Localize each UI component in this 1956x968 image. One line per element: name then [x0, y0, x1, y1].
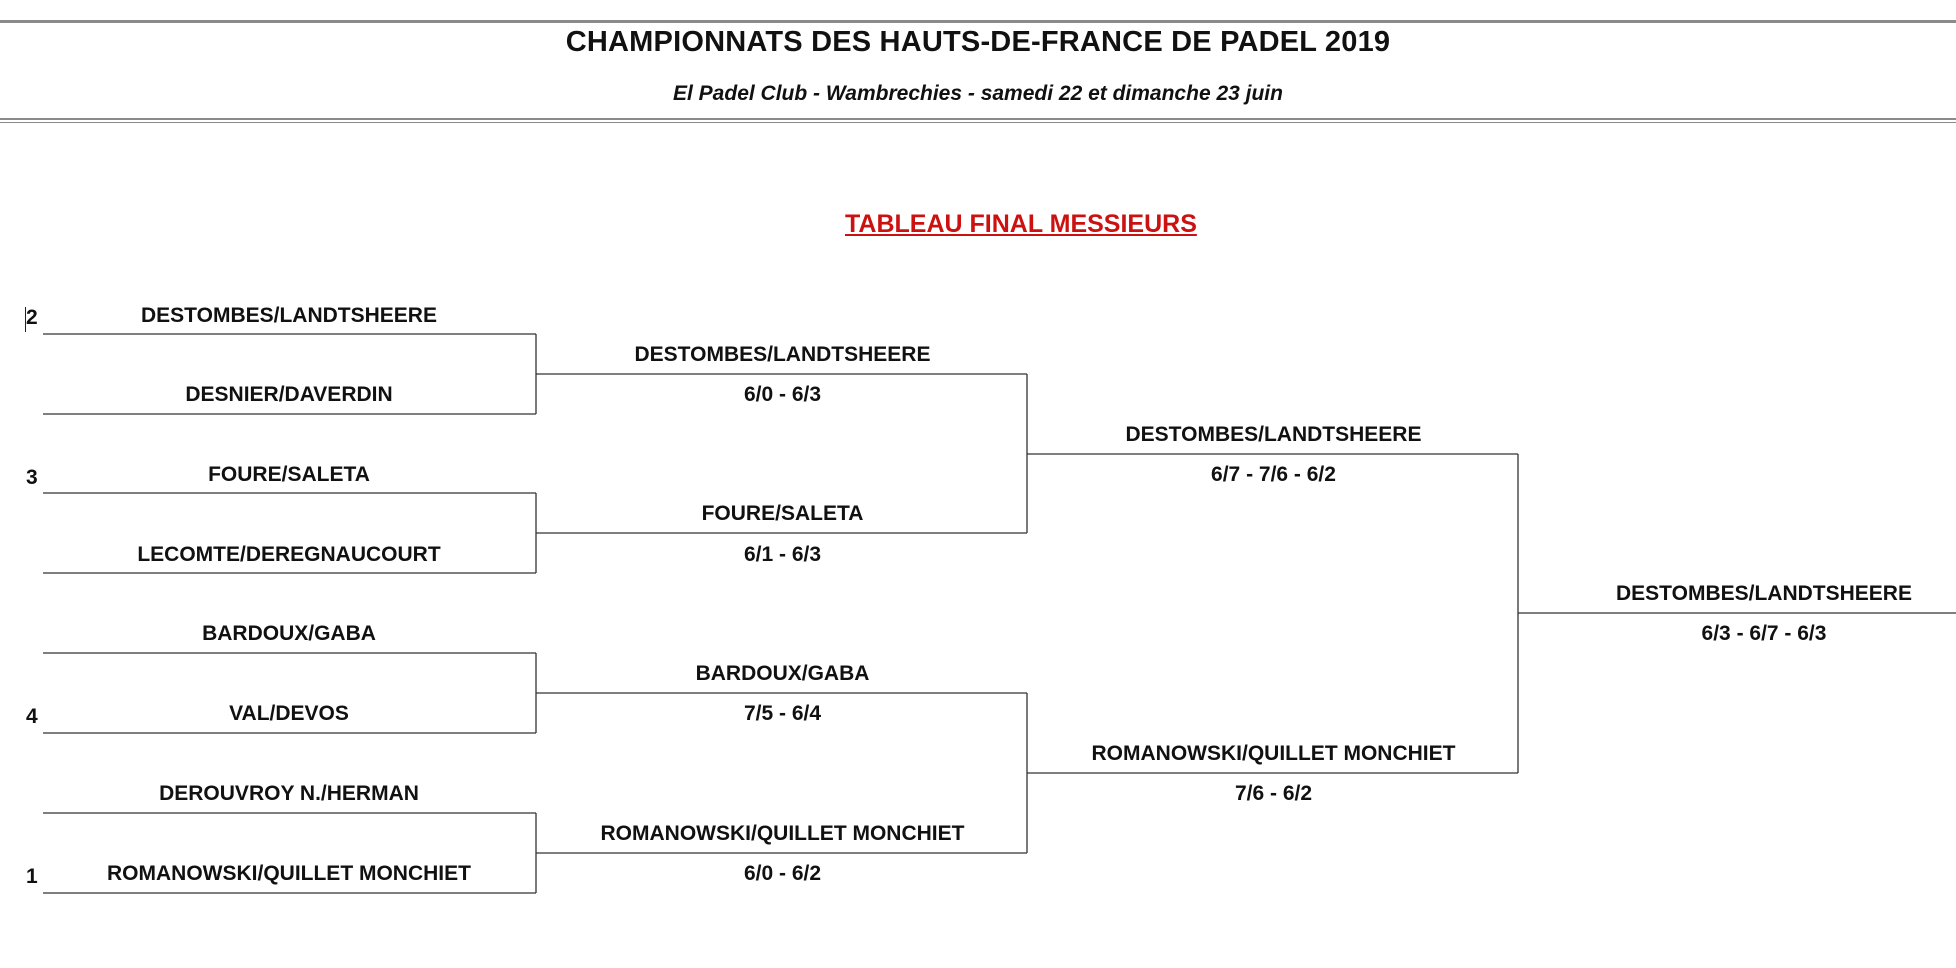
- seed-number: 3: [26, 466, 38, 489]
- champion-score: 6/3 - 6/7 - 6/3: [1701, 622, 1827, 645]
- match-score: 6/1 - 6/3: [743, 543, 822, 566]
- page-title: CHAMPIONNATS DES HAUTS-DE-FRANCE DE PADEL 2019: [565, 26, 1391, 58]
- draw-title: TABLEAU FINAL MESSIEURS: [845, 210, 1197, 238]
- finalist-team: ROMANOWSKI/QUILLET MONCHIET: [1091, 742, 1456, 765]
- finalist-team: DESTOMBES/LANDTSHEERE: [1125, 423, 1422, 446]
- match-score: 7/6 - 6/2: [1234, 782, 1313, 805]
- round1-team: VAL/DEVOS: [229, 702, 349, 725]
- match-score: 6/0 - 6/3: [743, 383, 822, 406]
- round1-team: FOURE/SALETA: [208, 463, 370, 486]
- semifinal-team: BARDOUX/GABA: [695, 662, 870, 685]
- semifinal-team: ROMANOWSKI/QUILLET MONCHIET: [600, 822, 965, 845]
- round1-team: LECOMTE/DEREGNAUCOURT: [137, 543, 441, 566]
- page-subtitle: El Padel Club - Wambrechies - samedi 22 et dimanche 23 juin: [673, 82, 1283, 105]
- round1-team: BARDOUX/GABA: [202, 622, 376, 645]
- champion-team: DESTOMBES/LANDTSHEERE: [1616, 582, 1912, 605]
- match-score: 7/5 - 6/4: [743, 702, 822, 725]
- seed-number: 2: [26, 306, 38, 329]
- round1-team: DEROUVROY N./HERMAN: [159, 782, 419, 805]
- semifinal-team: DESTOMBES/LANDTSHEERE: [634, 343, 931, 366]
- match-score: 6/0 - 6/2: [743, 862, 822, 885]
- semifinal-team: FOURE/SALETA: [701, 502, 864, 525]
- match-score: 6/7 - 7/6 - 6/2: [1211, 463, 1336, 486]
- round1-team: ROMANOWSKI/QUILLET MONCHIET: [107, 862, 471, 885]
- seed-number: 1: [26, 865, 38, 888]
- seed-number: 4: [26, 705, 38, 728]
- round1-team: DESTOMBES/LANDTSHEERE: [141, 304, 437, 327]
- round1-team: DESNIER/DAVERDIN: [185, 383, 393, 406]
